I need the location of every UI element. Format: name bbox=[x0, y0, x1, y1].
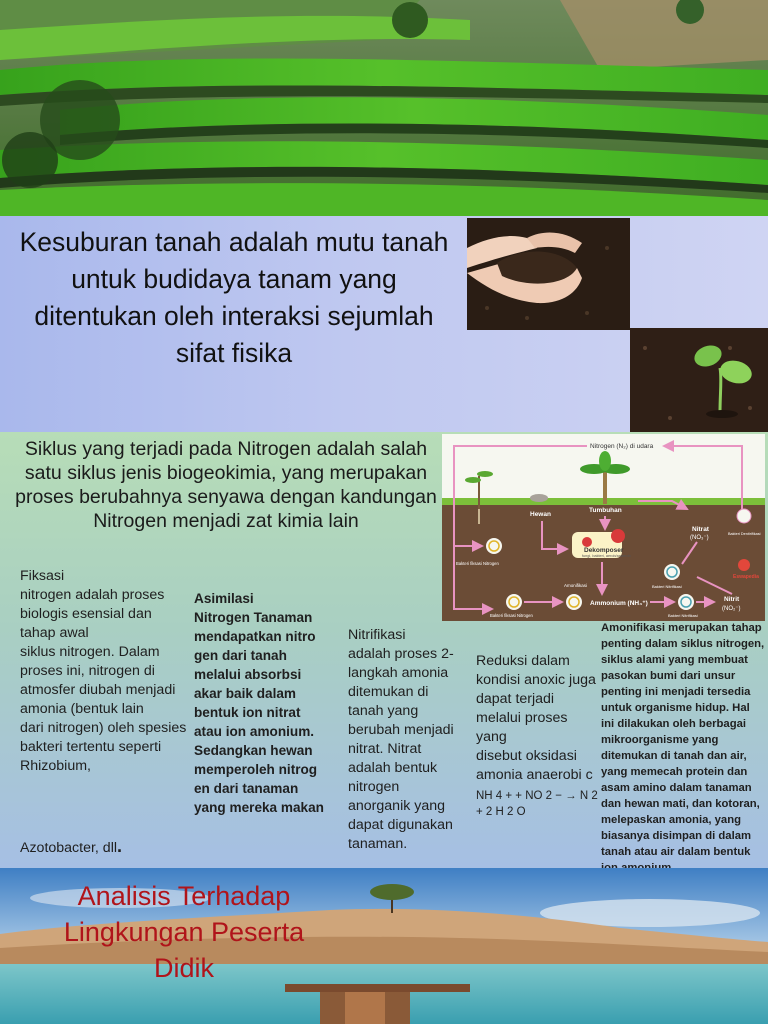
amonifikasi-text: Amonifikasi merupakan tahap penting dalam siklus nitrogen, siklus alami yang membuat pasokan bumi dari unsur penting ini menjadi tersedia untuk organisme hidup. Hal ini dilakukan oleh berbagai mikroorganisme yang ditemukan di tanah dan air, yang memecah protein dan asam amino dalam tanaman dan hewan mati, dan kotoran, melepaskan amonia, yang biasanya disimpan di dalam tanah atau air dalam bentuk bbox=[601, 622, 765, 858]
diagram-bakteri-nitrifikasi: Bakteri Nitrifikasi bbox=[652, 584, 682, 589]
diagram-nitrat-formula: (NO₃⁻) bbox=[690, 535, 709, 541]
diagram-nitrat: Nitrat bbox=[692, 526, 709, 533]
nitrifikasi-text: Nitrifikasi adalah proses 2-langkah amonia ditemukan di tanah yang berubah menjadi nitrat. Nitrat adalah bentuk nitrogen anorganik yang dapat digunakan tanaman. bbox=[348, 627, 454, 852]
nitrogen-cycle-diagram bbox=[442, 434, 765, 621]
diagram-dekomposer: Dekomposer bbox=[584, 547, 624, 554]
diagram-dekomposer-sub: fungi, bakteri, aerob/anaerob bbox=[582, 554, 631, 558]
nitrogen-intro: Siklus yang terjadi pada Nitrogen adalah salah satu siklus jenis biogeokimia, yang merupakan proses berubahnya senyawa dengan kandungan Nitrogen menjadi zat kimia lain bbox=[15, 438, 437, 532]
diagram-nitrit: Nitrit bbox=[724, 596, 740, 603]
diagram-hewan: Hewan bbox=[530, 511, 551, 518]
diagram-nitrit-formula: (NO₂⁻) bbox=[722, 606, 741, 612]
soil-in-hands-photo bbox=[467, 218, 630, 330]
terraced-field-photo bbox=[0, 0, 768, 216]
reduksi-text: Reduksi dalam kondisi anoxic juga dapat terjadi melalui proses yang disebut oksidasi amonia anaerobi c bbox=[476, 653, 596, 783]
fiksasi-tail-label: Azotobacter, dll bbox=[20, 840, 118, 856]
intro-heading: Kesuburan tanah adalah mutu tanah untuk budidaya tanam yang ditentukan oleh interaksi sejumlah sifat fisika bbox=[19, 227, 449, 368]
diagram-bakteri-fiksasi-2: Bakteri fiksasi Nitrogen bbox=[490, 613, 533, 618]
fiksasi-text: Fiksasi nitrogen adalah proses biologis esensial dan tahap awal siklus nitrogen. Dalam proses ini, nitrogen di atmosfer diubah menjadi amonia (bentuk lain dari nitrogen) oleh spesies bakteri tertentu seperti Rhizobium, bbox=[20, 568, 187, 774]
diagram-tumbuhan: Tumbuhan bbox=[589, 507, 622, 514]
diagram-brand: Eswapedia bbox=[733, 574, 759, 580]
asimilasi-text: Asimilasi Nitrogen Tanaman mendapatkan nitro gen dari tanah melalui absorbsi akar baik dalam bentuk ion nitrat atau ion amonium. Sedangkan hewan memperoleh nitrog en dari tanaman yang mereka makan bbox=[194, 591, 324, 815]
diagram-air-label: Nitrogen (N₂) di udara bbox=[590, 443, 654, 450]
diagram-bakteri-denitrifikasi: Bakteri Denitrifikasi bbox=[728, 532, 761, 536]
diagram-amonifikasi: Amonifikasi bbox=[564, 583, 588, 588]
diagram-bakteri-nitrifikasi-2: Bakteri Nitrifikasi bbox=[668, 613, 698, 618]
reduksi-equation: NH 4 + + NO 2 − → N 2 + 2 H 2 O bbox=[476, 790, 598, 818]
diagram-bakteri-fiksasi-1: Bakteri fiksasi Nitrogen bbox=[456, 561, 499, 566]
fiksasi-tail-text: Azotobacter, dll. bbox=[20, 836, 123, 856]
sprout-photo bbox=[630, 328, 768, 432]
diagram-amonium: Ammonium (NH₄⁺) bbox=[590, 600, 648, 607]
bottom-title: Analisis Terhadap Lingkungan Peserta Didik bbox=[63, 881, 305, 983]
